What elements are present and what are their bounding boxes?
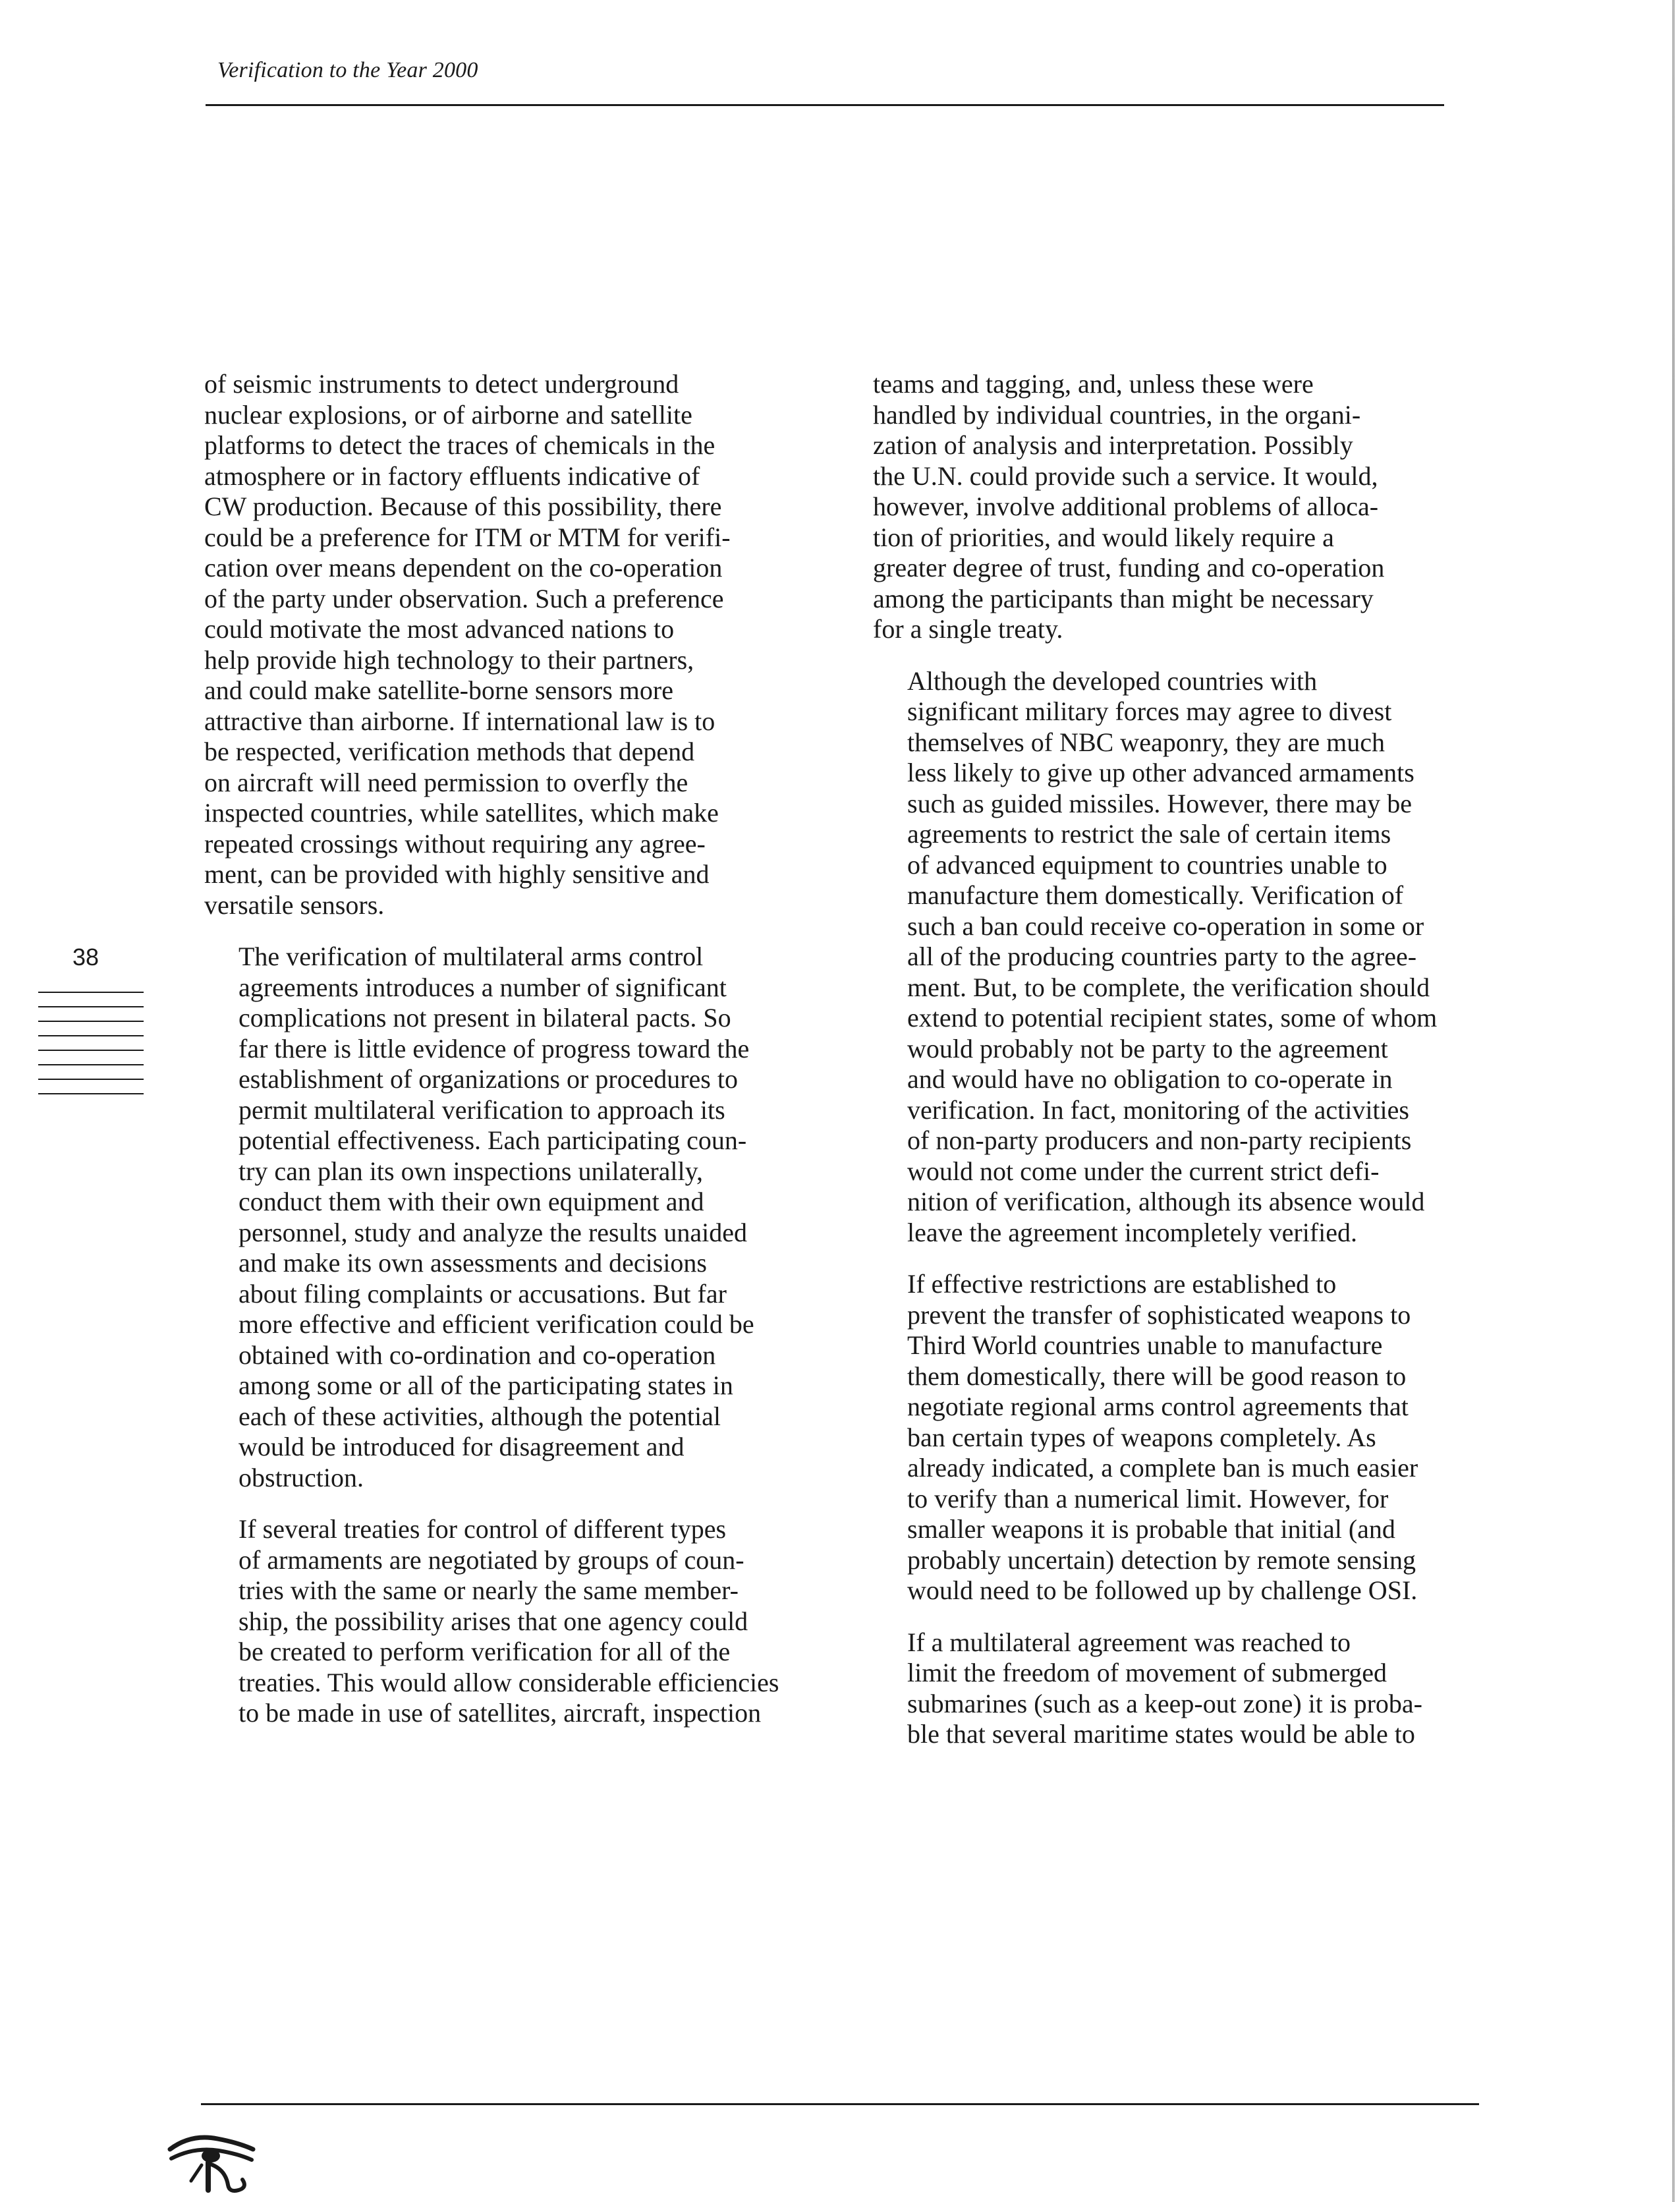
text-line: limit the freedom of movement of submerged <box>907 1658 1387 1687</box>
text-line: and make its own assessments and decisions <box>238 1248 707 1278</box>
text-line: attractive than airborne. If international law is to <box>204 706 715 736</box>
text-line: agreements introduces a number of significant <box>238 972 727 1002</box>
paragraph <box>204 369 807 920</box>
text-line: could be a preference for ITM or MTM for verifi- <box>204 522 731 552</box>
text-line: cation over means dependent on the co-operation <box>204 553 723 582</box>
text-line: on aircraft will need permission to overfly the <box>204 767 688 797</box>
text-line: Although the developed countries with <box>907 665 1318 696</box>
text-line: about filing complaints or accusations. But far <box>238 1278 727 1309</box>
text-line: nition of verification, although its absence would <box>907 1187 1425 1216</box>
paragraph <box>204 1514 807 1729</box>
text-line: and would have no obligation to co-operate in <box>907 1064 1393 1094</box>
text-line: If effective restrictions are established to <box>907 1269 1337 1299</box>
text-line: be created to perform verification for all of the <box>238 1637 731 1666</box>
paragraph <box>873 666 1476 1249</box>
text-line: tion of priorities, and would likely require a <box>873 522 1334 552</box>
text-line: try can plan its own inspections unilaterally, <box>238 1156 704 1186</box>
text-line: more effective and efficient verification could be <box>238 1309 754 1339</box>
text-line: obstruction. <box>238 1462 364 1492</box>
text-line: obtained with co-ordination and co-operation <box>238 1340 716 1370</box>
text-line: conduct them with their own equipment and <box>238 1187 704 1216</box>
text-line: already indicated, a complete ban is much easier <box>907 1453 1418 1482</box>
text-line: complications not present in bilateral pacts. So <box>238 1003 731 1032</box>
text-line: agreements to restrict the sale of certain items <box>907 819 1391 849</box>
text-line: of the party under observation. Such a preference <box>204 583 724 613</box>
text-line: manufacture them domestically. Verification of <box>907 880 1404 910</box>
text-line: treaties. This would allow considerable efficiencies <box>238 1667 779 1697</box>
text-line: teams and tagging, and, unless these were <box>873 369 1314 399</box>
text-line: to be made in use of satellites, aircraft, inspection <box>238 1698 762 1728</box>
text-line: less likely to give up other advanced armaments <box>907 758 1414 787</box>
text-line: could motivate the most advanced nations to <box>204 614 675 644</box>
paragraph <box>204 942 807 1493</box>
text-line: ment. But, to be complete, the verification should <box>907 972 1430 1002</box>
text-line: repeated crossings without requiring any agree- <box>204 828 706 859</box>
text-line: however, involve additional problems of alloca- <box>873 492 1379 521</box>
text-line: greater degree of trust, funding and co-operation <box>873 553 1385 582</box>
text-line: be respected, verification methods that depend <box>204 737 695 766</box>
running-header: Verification to the Year 2000 <box>217 58 478 82</box>
text-line: personnel, study and analyze the results unaided <box>238 1217 747 1247</box>
text-line: nuclear explosions, or of airborne and satellite <box>204 399 692 430</box>
text-line: all of the producing countries party to the agree- <box>907 942 1417 971</box>
text-line: handled by individual countries, in the organi- <box>873 399 1361 430</box>
page-number: 38 <box>72 944 99 971</box>
text-line: The verification of multilateral arms control <box>238 942 704 971</box>
text-line: probably uncertain) detection by remote sensing <box>907 1544 1416 1575</box>
text-line: of non-party producers and non-party recipients <box>907 1125 1412 1155</box>
text-line: ment, can be provided with highly sensitive and <box>204 859 710 889</box>
text-line: far there is little evidence of progress toward the <box>238 1033 750 1063</box>
text-line: inspected countries, while satellites, which make <box>204 798 719 828</box>
text-line: atmosphere or in factory effluents indicative of <box>204 461 700 491</box>
footer-rule <box>201 2103 1479 2105</box>
text-line: platforms to detect the traces of chemicals in the <box>204 430 715 460</box>
paragraph <box>873 1627 1476 1750</box>
text-line: zation of analysis and interpretation. Possibly <box>873 430 1353 460</box>
right-column <box>873 369 1476 1771</box>
text-line: would need to be followed up by challenge OSI. <box>907 1575 1418 1605</box>
text-line: each of these activities, although the potential <box>238 1401 721 1431</box>
text-line: the U.N. could provide such a service. It would, <box>873 461 1378 491</box>
paragraph <box>873 369 1476 645</box>
text-line: among some or all of the participating states in <box>238 1370 733 1400</box>
text-line: help provide high technology to their partners, <box>204 644 694 675</box>
text-line: ble that several maritime states would be able to <box>907 1719 1415 1749</box>
header-rule <box>206 104 1444 106</box>
text-line: of armaments are negotiated by groups of coun- <box>238 1544 744 1575</box>
text-line: permit multilateral verification to approach its <box>238 1094 725 1125</box>
text-line: potential effectiveness. Each participating coun- <box>238 1125 747 1155</box>
text-line: smaller weapons it is probable that initial (and <box>907 1514 1395 1544</box>
text-line: and could make satellite-borne sensors more <box>204 675 673 705</box>
text-line: significant military forces may agree to divest <box>907 696 1392 726</box>
text-line: such as guided missiles. However, there may be <box>907 788 1412 818</box>
text-line: ban certain types of weapons completely. As <box>907 1422 1376 1452</box>
text-line: negotiate regional arms control agreements that <box>907 1392 1409 1421</box>
text-line: Third World countries unable to manufacture <box>907 1330 1383 1360</box>
text-line: If a multilateral agreement was reached to <box>907 1627 1351 1657</box>
eye-of-horus-logo-icon <box>165 2130 257 2195</box>
text-line: such a ban could receive co-operation in some or <box>907 911 1424 941</box>
text-line: would be introduced for disagreement and <box>238 1432 685 1461</box>
text-line: would not come under the current strict defi- <box>907 1156 1380 1186</box>
text-line: leave the agreement incompletely verified. <box>907 1217 1358 1247</box>
text-line: for a single treaty. <box>873 614 1063 644</box>
text-line: of advanced equipment to countries unable to <box>907 849 1387 880</box>
margin-rules <box>38 992 144 1108</box>
text-line: CW production. Because of this possibility, there <box>204 492 722 521</box>
paragraph <box>873 1269 1476 1606</box>
text-line: would probably not be party to the agreement <box>907 1033 1388 1063</box>
text-line: ship, the possibility arises that one agency could <box>238 1606 748 1636</box>
text-line: If several treaties for control of different types <box>238 1514 727 1544</box>
text-line: to verify than a numerical limit. However, for <box>907 1483 1389 1513</box>
text-line: of seismic instruments to detect underground <box>204 369 679 399</box>
text-line: establishment of organizations or procedures to <box>238 1064 738 1094</box>
text-line: tries with the same or nearly the same member- <box>238 1575 739 1605</box>
left-column <box>204 369 807 1750</box>
text-line: them domestically, there will be good reason to <box>907 1361 1407 1391</box>
text-line: among the participants than might be necessary <box>873 583 1374 613</box>
text-line: verification. In fact, monitoring of the activities <box>907 1094 1409 1125</box>
text-line: versatile sensors. <box>204 889 385 920</box>
text-line: prevent the transfer of sophisticated weapons to <box>907 1299 1411 1330</box>
text-line: submarines (such as a keep-out zone) it is proba- <box>907 1688 1422 1718</box>
text-line: themselves of NBC weaponry, they are much <box>907 727 1385 757</box>
scan-edge <box>1672 0 1675 2202</box>
text-line: extend to potential recipient states, some of whom <box>907 1003 1438 1032</box>
